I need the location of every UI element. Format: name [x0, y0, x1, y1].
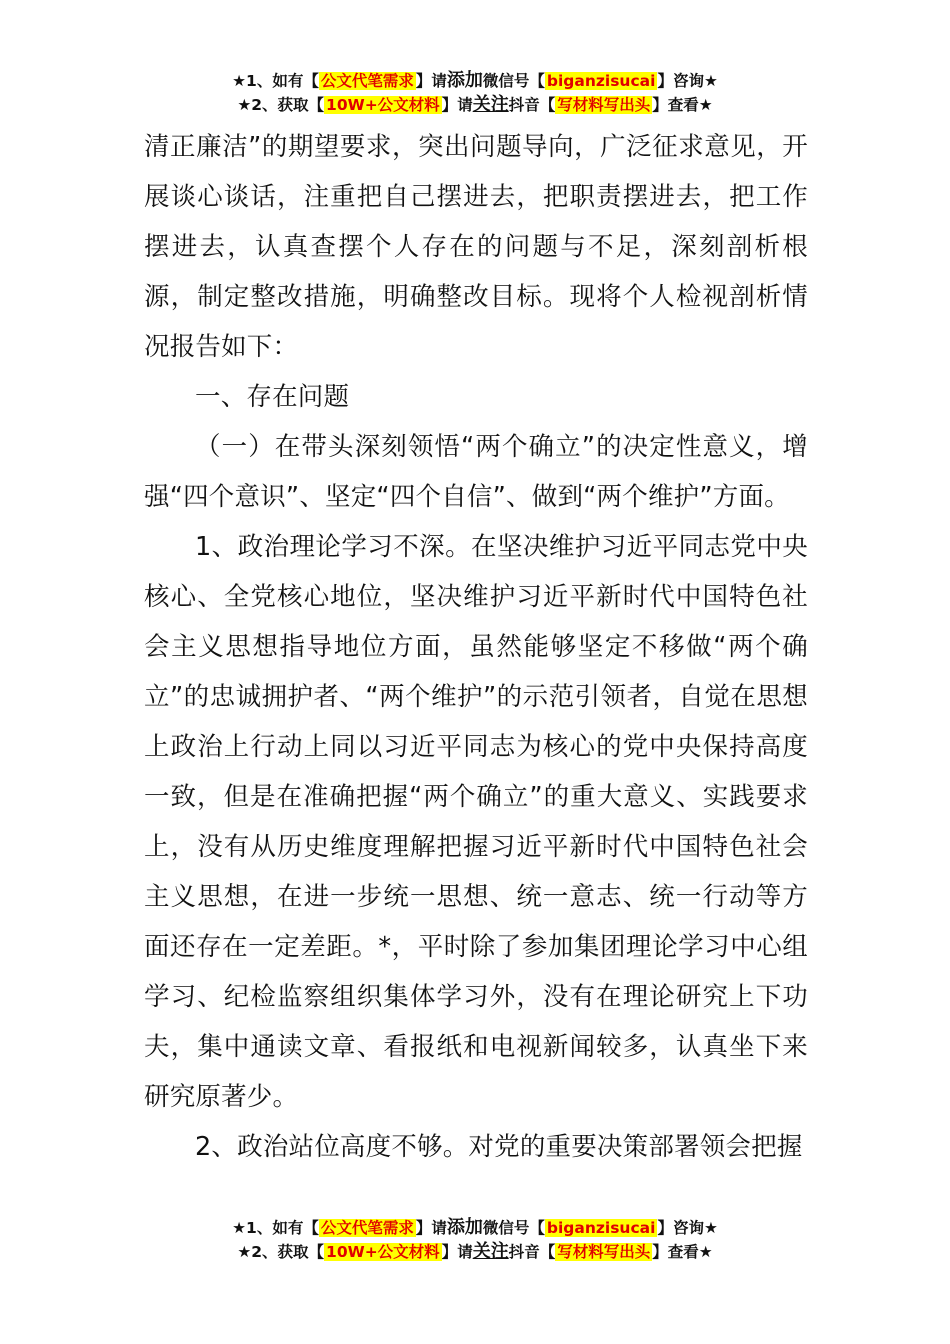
paragraph: 1、政治理论学习不深。在坚决维护习近平同志党中央核心、全党核心地位，坚决维护习近平新时代中国特色社会主义思想指导地位方面，虽然能够坚定不移做“两个确立”的忠诚拥护者、“两个维护”的示范引领者，自觉在思想上政治上行动上同以习近平同志为核心的党中央保持高度一致，但是在准确把握“两个确立”的重大意义、实践要求上，没有从历史维度理解把握习近平新时代中国特色社会主义思想，在进一步统一思想、统一意志、统一行动等方面还存在一定差距。*，平时除了参加集团理论学习中心组学习、纪检监察组织集体学习外，没有在理论研究上下功夫，集中通读文章、看报纸和电视新闻较多，认真坐下来研究原著少。	[144, 532, 808, 1112]
banner-highlight: 公文代笔需求	[320, 1219, 414, 1237]
banner-line-2	[0, 1240, 950, 1264]
section-heading: 一、存在问题	[195, 382, 350, 412]
banner-text: 】请	[415, 1219, 447, 1237]
paragraph: 清正廉洁”的期望要求，突出问题导向，广泛征求意见，开展谈心谈话，注重把自己摆进去，把职责摆进去，把工作摆进去，认真查摆个人存在的问题与不足，深刻剖析根源，制定整改措施，明确整改目标。现将个人检视剖析情况报告如下：	[144, 132, 808, 362]
banner-emphasis: 添加	[446, 1217, 483, 1238]
banner-text: ★2、获取【	[237, 1243, 325, 1261]
banner-text: 】请	[441, 96, 473, 114]
wechat-id: biganzisucai	[546, 1219, 656, 1237]
douyin-id: 写材料写出头	[557, 96, 651, 114]
banner-emphasis: 关注	[472, 94, 509, 115]
header-banner	[0, 69, 950, 117]
banner-emphasis: 关注	[472, 1241, 509, 1262]
footer-banner	[0, 1216, 950, 1264]
subsection-heading: （一）在带头深刻领悟“两个确立”的决定性意义，增强“四个意识”、坚定“四个自信”、做到“两个维护”方面。	[144, 432, 808, 512]
douyin-id: 写材料写出头	[557, 1243, 651, 1261]
banner-highlight: 公文代笔需求	[320, 72, 414, 90]
banner-text: ★1、如有【	[232, 1219, 319, 1237]
document-body	[144, 122, 808, 1172]
banner-highlight: 10W+公文材料	[326, 96, 440, 114]
banner-text: ★2、获取【	[237, 96, 325, 114]
paragraph: 2、政治站位高度不够。对党的重要决策部署领会把握	[195, 1132, 803, 1162]
banner-text: 】查看★	[652, 96, 713, 114]
banner-text: 微信号【	[482, 72, 545, 90]
banner-line-1	[0, 1216, 950, 1240]
banner-line-2	[0, 93, 950, 117]
banner-highlight: 10W+公文材料	[326, 1243, 440, 1261]
banner-text: 】咨询★	[657, 1219, 718, 1237]
banner-text: 】请	[415, 72, 447, 90]
banner-text: 】请	[441, 1243, 473, 1261]
wechat-id: biganzisucai	[546, 72, 656, 90]
banner-text: ★1、如有【	[232, 72, 319, 90]
banner-text: 抖音【	[508, 1243, 556, 1261]
banner-text: 微信号【	[482, 1219, 545, 1237]
banner-text: 抖音【	[508, 96, 556, 114]
banner-emphasis: 添加	[446, 70, 483, 91]
banner-text: 】查看★	[652, 1243, 713, 1261]
banner-line-1	[0, 69, 950, 93]
banner-text: 】咨询★	[657, 72, 718, 90]
